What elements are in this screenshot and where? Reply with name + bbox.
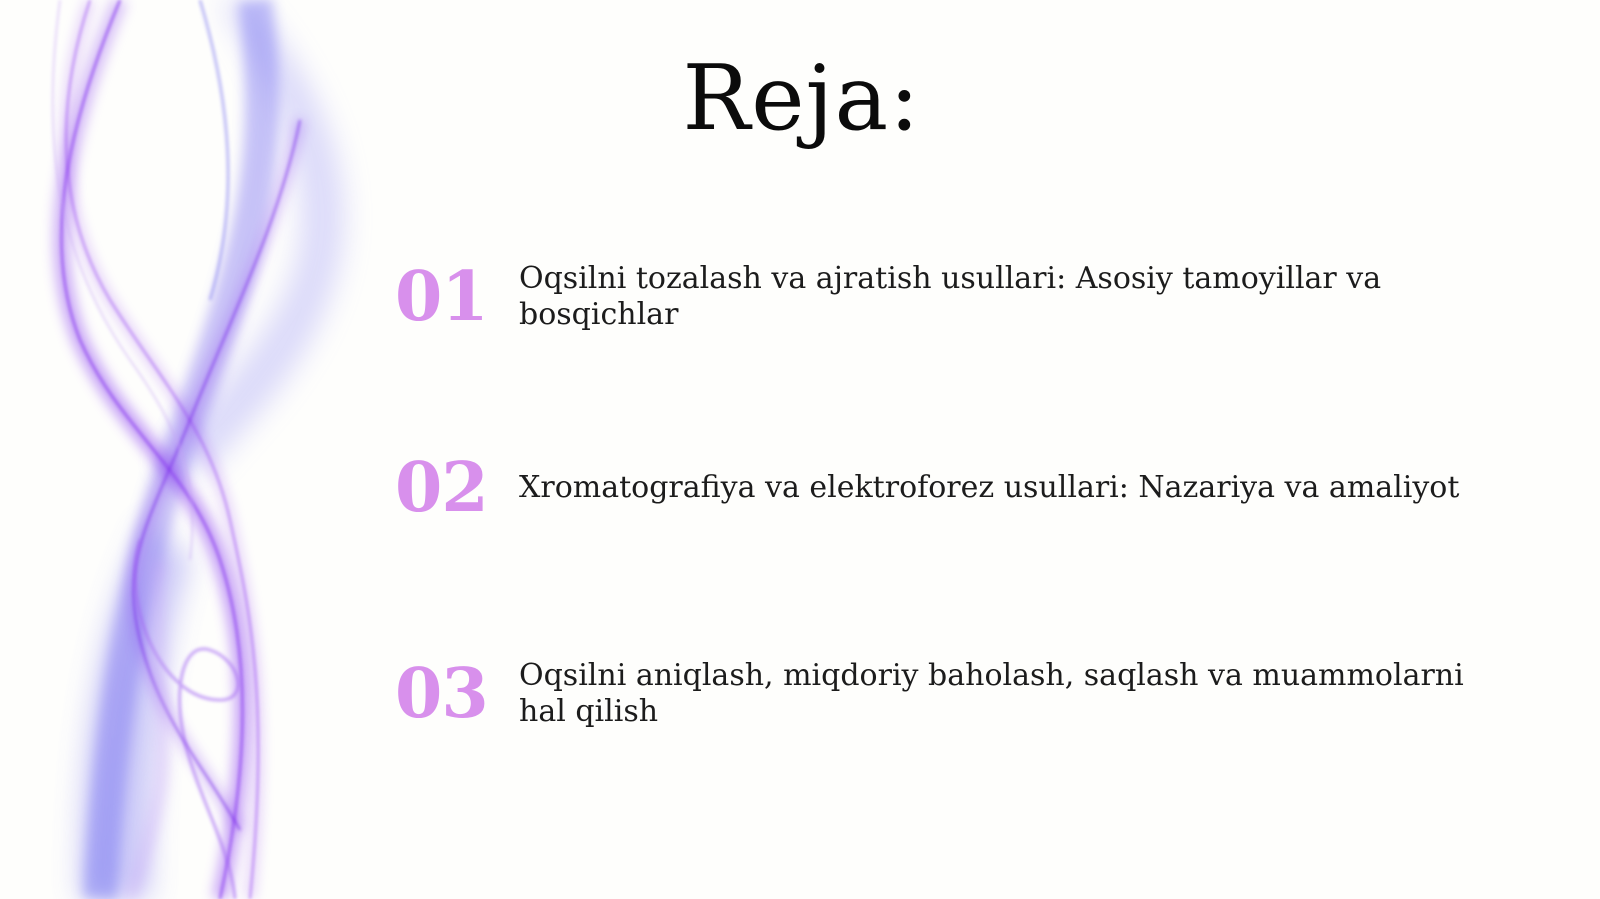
agenda-item-text: Oqsilni aniqlash, miqdoriy baholash, saqlash va muammolarni hal qilish — [519, 658, 1464, 729]
agenda-item — [395, 448, 1475, 528]
agenda-item-text: Xromatografiya va elektroforez usullari: Nazariya va amaliyot — [519, 470, 1460, 505]
slide-title — [0, 44, 1600, 154]
agenda-item-text: Oqsilni tozalash va ajratish usullari: Asosiy tamoyillar va bosqichlar — [519, 261, 1382, 332]
agenda-item-number: 02 — [395, 448, 488, 528]
slide-title-text: Reja: — [682, 46, 921, 151]
agenda-item-number: 01 — [395, 257, 488, 337]
agenda-item — [395, 654, 1475, 734]
agenda-item — [395, 257, 1475, 337]
agenda-item-number: 03 — [395, 654, 488, 734]
